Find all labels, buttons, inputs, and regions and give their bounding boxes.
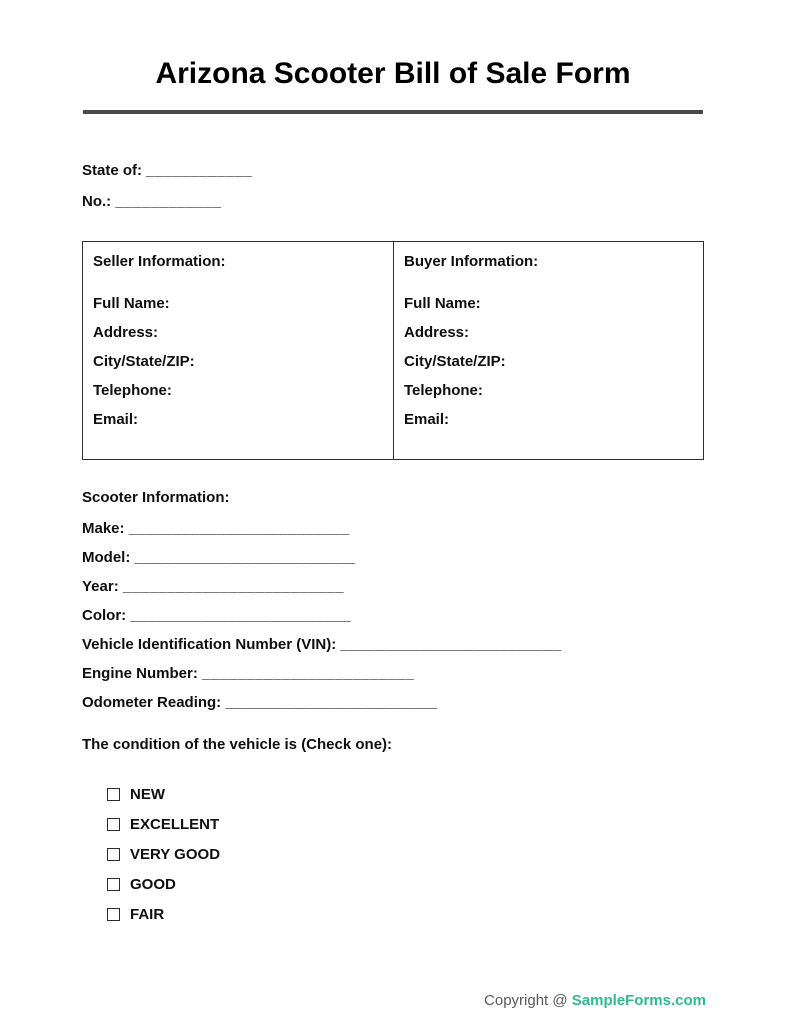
condition-option-label: EXCELLENT xyxy=(130,815,220,833)
color-label: Color: xyxy=(82,607,127,624)
sampleforms-link[interactable]: SampleForms.com xyxy=(571,992,706,1009)
buyer-field-email: Email: xyxy=(404,411,450,428)
condition-options xyxy=(107,779,704,929)
number-blank: ____________ xyxy=(115,193,222,210)
model-label: Model: xyxy=(82,549,131,566)
checkbox-icon[interactable] xyxy=(107,848,120,861)
vin-label: Vehicle Identification Number (VIN): xyxy=(82,636,337,653)
condition-option-new[interactable] xyxy=(107,779,704,809)
buyer-field-telephone: Telephone: xyxy=(404,382,483,399)
checkbox-icon[interactable] xyxy=(107,908,120,921)
vin-line xyxy=(82,630,704,659)
state-of-label: State of: xyxy=(82,162,142,179)
number-line xyxy=(82,193,704,211)
seller-field-email: Email: xyxy=(93,411,139,428)
seller-field-telephone: Telephone: xyxy=(93,382,172,399)
buyer-info-cell xyxy=(393,242,703,459)
form-body xyxy=(82,162,704,929)
condition-option-label: GOOD xyxy=(130,875,176,893)
seller-field-full-name: Full Name: xyxy=(93,295,170,312)
condition-prompt: The condition of the vehicle is (Check one): xyxy=(82,736,393,753)
condition-option-label: NEW xyxy=(130,785,165,803)
checkbox-icon[interactable] xyxy=(107,818,120,831)
page-title: Arizona Scooter Bill of Sale Form xyxy=(155,57,631,90)
state-of-line xyxy=(82,162,704,180)
buyer-field-city-state-zip: City/State/ZIP: xyxy=(404,353,506,370)
number-label: No.: xyxy=(82,193,112,210)
checkbox-icon[interactable] xyxy=(107,788,120,801)
checkbox-icon[interactable] xyxy=(107,878,120,891)
condition-option-label: FAIR xyxy=(130,905,165,923)
color-blank: _________________________ xyxy=(130,607,352,624)
make-line xyxy=(82,514,704,543)
parties-table xyxy=(82,241,704,460)
condition-option-label: VERY GOOD xyxy=(130,845,221,863)
scooter-info-fields xyxy=(82,514,704,717)
scooter-info-heading: Scooter Information: xyxy=(82,489,230,506)
buyer-heading: Buyer Information: xyxy=(404,253,539,270)
buyer-field-full-name: Full Name: xyxy=(404,295,481,312)
footer xyxy=(484,992,706,1009)
odometer-reading-line xyxy=(82,688,704,717)
seller-field-address: Address: xyxy=(93,324,159,341)
odometer-reading-blank: ________________________ xyxy=(225,694,438,711)
engine-number-blank: ________________________ xyxy=(202,665,415,682)
year-blank: _________________________ xyxy=(122,578,344,595)
make-blank: _________________________ xyxy=(128,520,350,537)
seller-info-cell xyxy=(83,242,393,459)
model-blank: _________________________ xyxy=(134,549,356,566)
state-of-blank: ____________ xyxy=(146,162,253,179)
make-label: Make: xyxy=(82,520,125,537)
year-label: Year: xyxy=(82,578,119,595)
buyer-field-address: Address: xyxy=(404,324,470,341)
condition-option-fair[interactable] xyxy=(107,899,704,929)
year-line xyxy=(82,572,704,601)
copyright-text: Copyright @ xyxy=(484,992,568,1009)
condition-option-good[interactable] xyxy=(107,869,704,899)
color-line xyxy=(82,601,704,630)
seller-heading: Seller Information: xyxy=(93,253,226,270)
engine-number-label: Engine Number: xyxy=(82,665,198,682)
engine-number-line xyxy=(82,659,704,688)
odometer-reading-label: Odometer Reading: xyxy=(82,694,222,711)
condition-option-excellent[interactable] xyxy=(107,809,704,839)
title-divider xyxy=(83,110,703,114)
vin-blank: _________________________ xyxy=(340,636,562,653)
seller-field-city-state-zip: City/State/ZIP: xyxy=(93,353,195,370)
condition-option-very-good[interactable] xyxy=(107,839,704,869)
model-line xyxy=(82,543,704,572)
